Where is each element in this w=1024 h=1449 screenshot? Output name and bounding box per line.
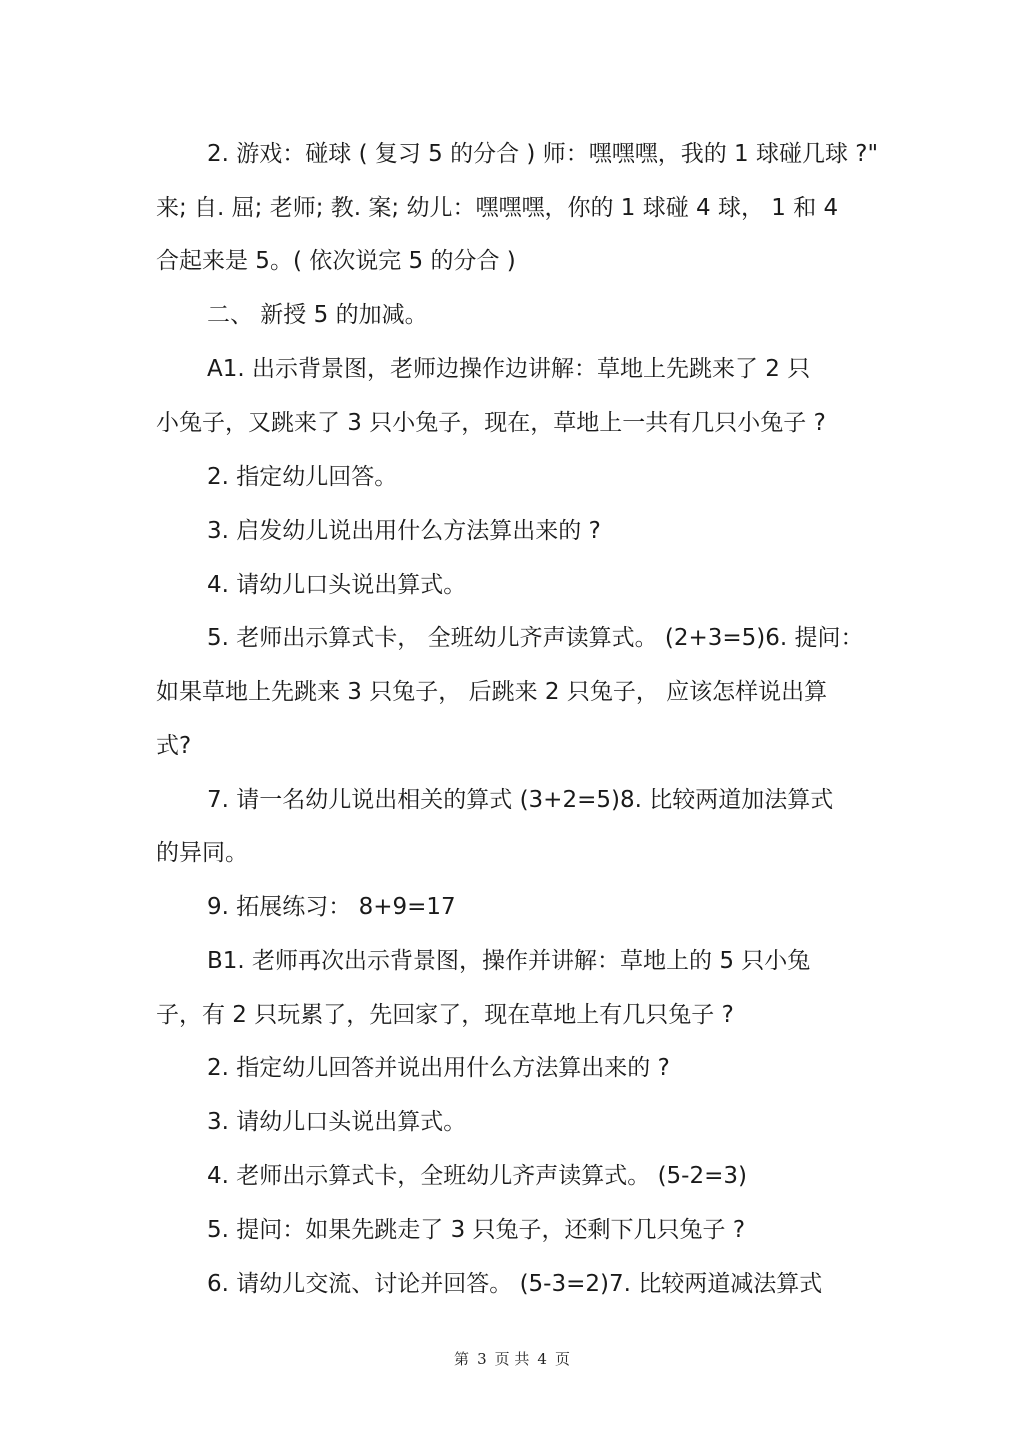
paragraph-line: 9. 拓展练习： 8+9=17 <box>207 894 456 920</box>
paragraph-line: 2. 指定幼儿回答并说出用什么方法算出来的 ? <box>207 1055 670 1081</box>
paragraph-line: 6. 请幼儿交流、讨论并回答。 (5-3=2)7. 比较两道减法算式 <box>207 1271 823 1297</box>
paragraph-line: 5. 老师出示算式卡， 全班幼儿齐声读算式。 (2+3=5)6. 提问： <box>207 625 864 651</box>
paragraph-line: 2. 指定幼儿回答。 <box>207 464 398 490</box>
paragraph-line: 2. 游戏：碰球 ( 复习 5 的分合 ) 师：嘿嘿嘿，我的 1 球碰几球 ?" <box>207 141 879 167</box>
footer-suffix: 页 <box>554 1350 570 1368</box>
paragraph-line: 如果草地上先跳来 3 只兔子， 后跳来 2 只兔子， 应该怎样说出算 <box>156 679 828 705</box>
paragraph-line: 4. 老师出示算式卡，全班幼儿齐声读算式。 (5-2=3) <box>207 1163 747 1189</box>
paragraph-line: 3. 请幼儿口头说出算式。 <box>207 1109 467 1135</box>
section-heading: 二、 新授 5 的加减。 <box>207 302 428 328</box>
footer-total-pages: 4 <box>537 1350 547 1368</box>
paragraph-line: 子，有 2 只玩累了，先回家了，现在草地上有几只兔子 ? <box>156 1002 734 1028</box>
page-footer <box>0 1348 1024 1369</box>
paragraph-line: 式? <box>156 733 192 759</box>
paragraph-line: 小兔子，又跳来了 3 只小兔子，现在，草地上一共有几只小兔子 ? <box>156 410 826 436</box>
paragraph-line: 3. 启发幼儿说出用什么方法算出来的 ? <box>207 518 601 544</box>
footer-prefix: 第 <box>454 1350 470 1368</box>
paragraph-line: 7. 请一名幼儿说出相关的算式 (3+2=5)8. 比较两道加法算式 <box>207 787 834 813</box>
paragraph-line: B1. 老师再次出示背景图，操作并讲解：草地上的 5 只小兔 <box>207 948 811 974</box>
paragraph-line: A1. 出示背景图，老师边操作边讲解：草地上先跳来了 2 只 <box>207 356 811 382</box>
footer-page-number: 3 <box>477 1350 487 1368</box>
paragraph-line: 4. 请幼儿口头说出算式。 <box>207 572 467 598</box>
paragraph-line: 来; 自. 屈; 老师; 教. 案; 幼儿：嘿嘿嘿，你的 1 球碰 4 球， 1 和 4 <box>156 195 839 221</box>
paragraph-line: 的异同。 <box>156 840 248 866</box>
paragraph-line: 合起来是 5。( 依次说完 5 的分合 ) <box>156 248 516 274</box>
paragraph-line: 5. 提问：如果先跳走了 3 只兔子，还剩下几只兔子 ? <box>207 1217 746 1243</box>
footer-mid: 页 共 <box>494 1350 530 1368</box>
